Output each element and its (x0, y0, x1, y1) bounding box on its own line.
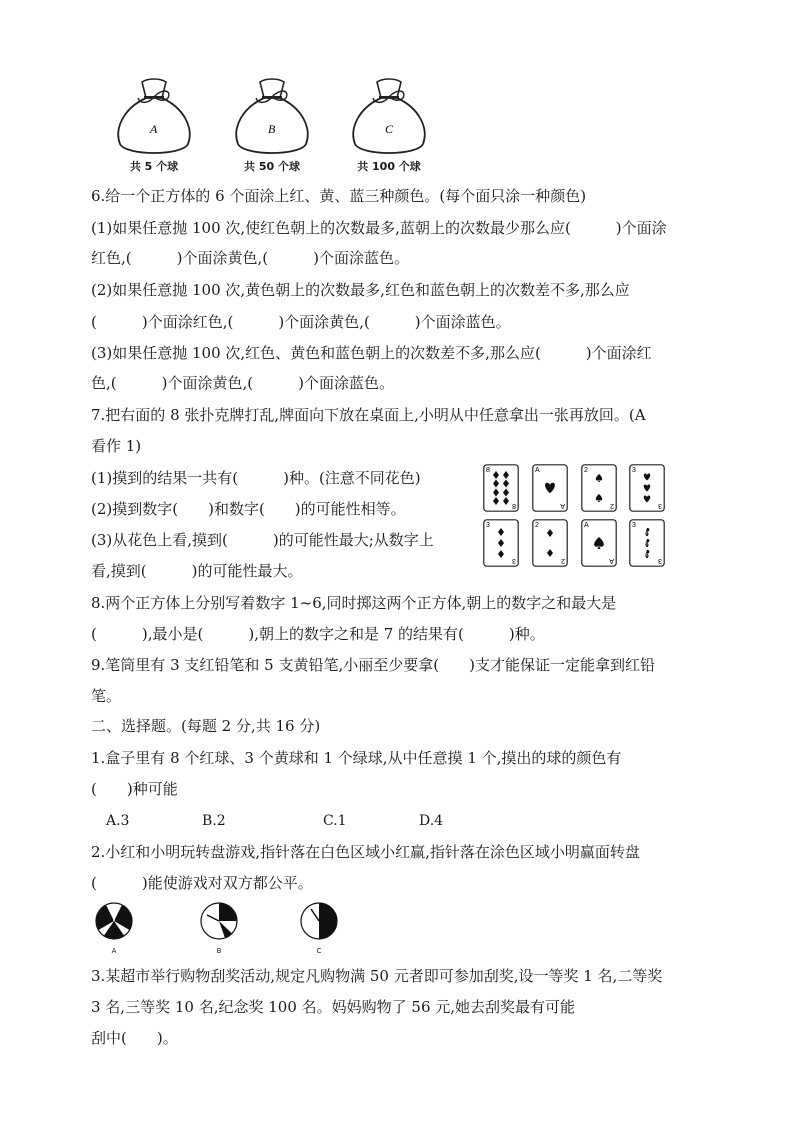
mc1-line1: 1.盒子里有 8 个红球、3 个黄球和 1 个绿球,从中任意摸 1 个,摸出的球的颜色有 (91, 749, 622, 767)
playing-card (532, 519, 568, 567)
spinner-c (299, 901, 339, 953)
choice-b: B.2 (202, 813, 226, 829)
choice-c: C.1 (323, 813, 347, 829)
spinner-label: A (111, 947, 117, 955)
q7-3-line1: (3)从花色上看,摸到( )的可能性最大;从数字上 (91, 531, 434, 549)
q8-line1: 8.两个正方体上分别写着数字 1~6,同时掷这两个正方体,朝上的数字之和最大是 (91, 594, 617, 612)
mc1-line2: ( )种可能 (91, 780, 178, 798)
mc3-line3: 刮中( )。 (91, 1029, 178, 1047)
q6-1-line1: (1)如果任意抛 100 次,使红色朝上的次数最多,蓝朝上的次数最少那么应( )个面涂 (91, 219, 667, 237)
spinner-label: B (216, 947, 222, 955)
playing-card (581, 519, 617, 567)
bag-icon (339, 76, 439, 158)
ball-bag-a (104, 76, 204, 176)
q7-stem-line1: 7.把右面的 8 张扑克牌打乱,牌面向下放在桌面上,小明从中任意拿出一张再放回。(A (91, 406, 646, 424)
card-rank: 2 (584, 467, 588, 474)
card-rank: 8 (512, 502, 516, 509)
card-rank: 8 (486, 467, 490, 474)
card-rank: 2 (561, 557, 565, 564)
q7-2: (2)摸到数字( )和数字( )的可能性相等。 (91, 500, 406, 518)
q6-3-line2: 色,( )个面涂黄色,( )个面涂蓝色。 (91, 374, 394, 392)
bag-caption: 共 5 个球 (129, 160, 179, 173)
ball-bag-c (339, 76, 439, 176)
card-rank: A (560, 502, 565, 509)
spinner-a (94, 901, 134, 953)
bag-letter: C (385, 122, 394, 136)
bag-icon (222, 76, 322, 158)
card-rank: A (609, 557, 614, 564)
q6-2-line1: (2)如果任意抛 100 次,黄色朝上的次数最多,红色和蓝色朝上的次数差不多,那么应 (91, 281, 630, 299)
q6-3-line1: (3)如果任意抛 100 次,红色、黄色和蓝色朝上的次数差不多,那么应( )个面涂红 (91, 344, 652, 362)
card-rank: 3 (658, 557, 662, 564)
card-rank: A (584, 522, 589, 529)
q6-stem: 6.给一个正方体的 6 个面涂上红、黄、蓝三种颜色。(每个面只涂一种颜色) (91, 187, 587, 205)
ball-bag-b (222, 76, 322, 176)
card-rank: 3 (658, 502, 662, 509)
spinner-icon (94, 901, 134, 941)
card-rank: 2 (610, 502, 614, 509)
card-rank: 3 (632, 467, 636, 474)
card-rank: 2 (535, 522, 539, 529)
q8-line2: ( ),最小是( ),朝上的数字之和是 7 的结果有( )种。 (91, 625, 545, 643)
mc2-line2: ( )能使游戏对双方都公平。 (91, 874, 313, 892)
card-rank: 3 (486, 522, 490, 529)
q6-1-line2: 红色,( )个面涂黄色,( )个面涂蓝色。 (91, 249, 409, 267)
section-2-title: 二、选择题。(每题 2 分,共 16 分) (91, 717, 321, 735)
q6-2-line2: ( )个面涂红色,( )个面涂黄色,( )个面涂蓝色。 (91, 313, 511, 331)
bag-letter: B (268, 122, 276, 136)
playing-card (629, 464, 665, 512)
q7-3-line2: 看,摸到( )的可能性最大。 (91, 562, 303, 580)
spinner-label: C (316, 947, 322, 955)
card-rank: 3 (512, 557, 516, 564)
spinner-b (199, 901, 239, 953)
q7-stem-line2: 看作 1) (91, 437, 142, 455)
q7-1: (1)摸到的结果一共有( )种。(注意不同花色) (91, 469, 421, 487)
mc3-line1: 3.某超市举行购物刮奖活动,规定凡购物满 50 元者即可参加刮奖,设一等奖 1 名,二等奖 (91, 967, 663, 985)
bag-caption: 共 100 个球 (357, 160, 421, 173)
mc3-line2: 3 名,三等奖 10 名,纪念奖 100 名。妈妈购物了 56 元,她去刮奖最有可能 (91, 998, 576, 1016)
q9-line2: 笔。 (91, 687, 122, 705)
bag-letter: A (150, 122, 158, 136)
spinner-icon (199, 901, 239, 941)
choice-a: A.3 (106, 813, 130, 829)
playing-card (581, 464, 617, 512)
playing-card (483, 464, 519, 512)
playing-card (483, 519, 519, 567)
choice-d: D.4 (419, 813, 444, 829)
card-rank: 3 (632, 522, 636, 529)
card-rank: A (535, 467, 540, 474)
playing-card (532, 464, 568, 512)
mc2-line1: 2.小红和小明玩转盘游戏,指针落在白色区域小红赢,指针落在涂色区域小明赢面转盘 (91, 843, 640, 861)
spinner-icon (299, 901, 339, 941)
playing-card (629, 519, 665, 567)
q9-line1: 9.笔筒里有 3 支红铅笔和 5 支黄铅笔,小丽至少要拿( )支才能保证一定能拿到红铅 (91, 656, 655, 674)
bag-caption: 共 50 个球 (244, 160, 300, 173)
bag-icon (104, 76, 204, 158)
